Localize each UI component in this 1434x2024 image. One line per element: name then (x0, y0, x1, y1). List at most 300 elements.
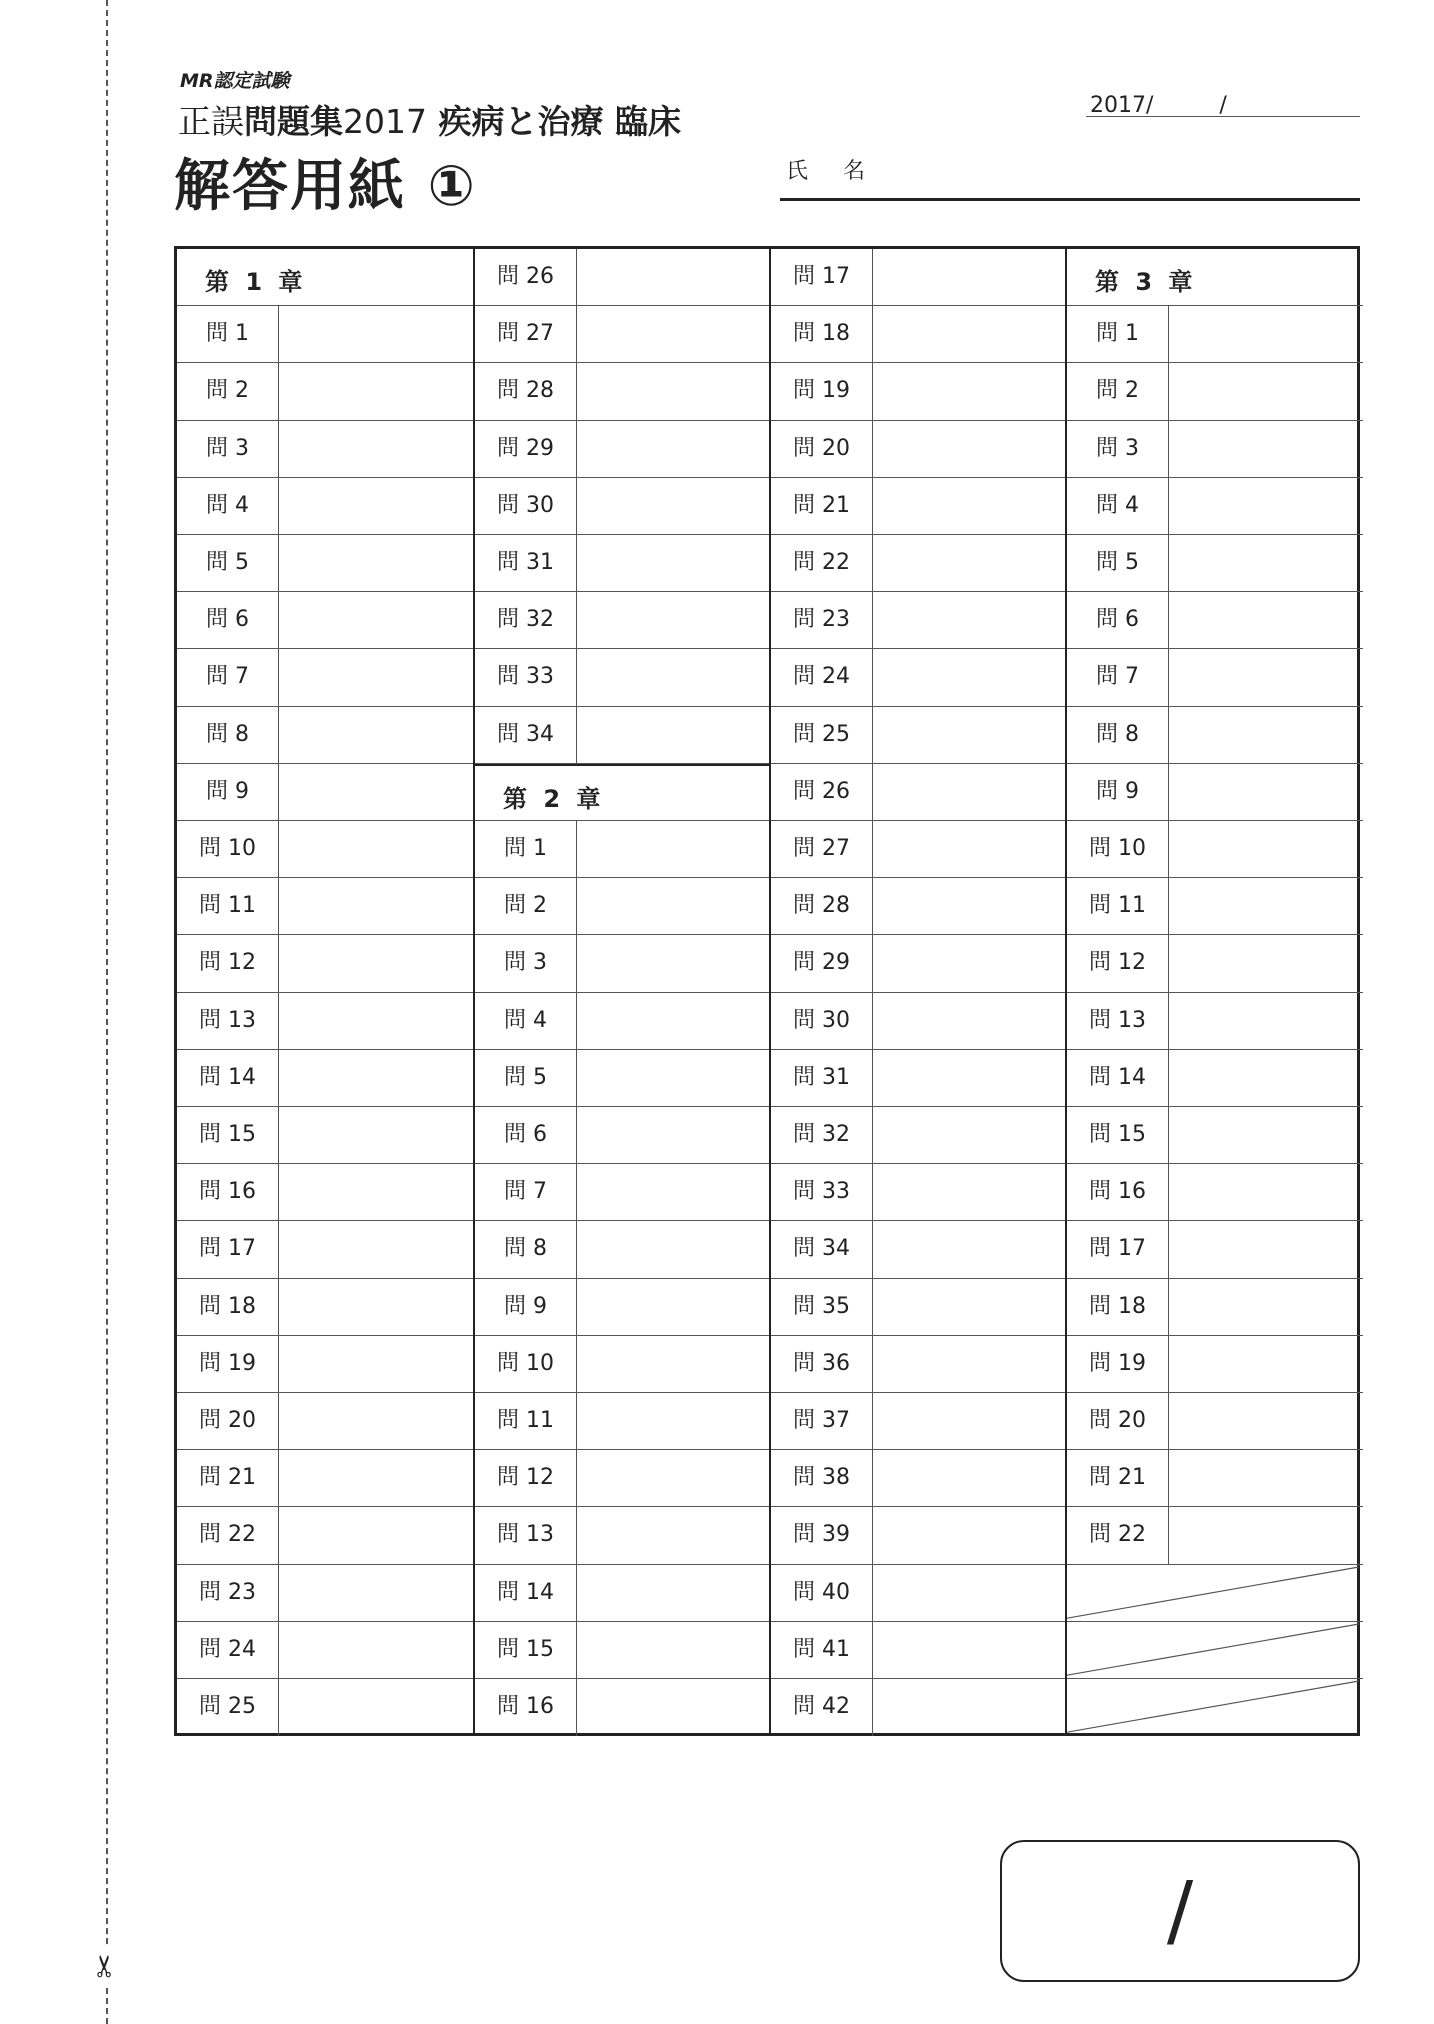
question-label: 問 6 (177, 592, 279, 648)
question-row (1067, 1050, 1363, 1107)
question-label: 問 37 (771, 1393, 873, 1449)
answer-box[interactable] (873, 878, 1067, 934)
answer-box[interactable] (1169, 1450, 1363, 1506)
question-row (1067, 592, 1363, 649)
question-label: 問 6 (475, 1107, 577, 1163)
question-label: 問 17 (177, 1221, 279, 1277)
question-row (475, 421, 771, 478)
answer-box[interactable] (1169, 993, 1363, 1049)
answer-box[interactable] (279, 1393, 473, 1449)
question-row (177, 421, 473, 478)
answer-box[interactable] (873, 1679, 1067, 1736)
question-label: 問 15 (1067, 1107, 1169, 1163)
scissors-icon: ✂ (88, 1948, 124, 1984)
answer-box[interactable] (577, 1507, 771, 1563)
strike-line (1067, 1622, 1359, 1679)
answer-box[interactable] (873, 1450, 1067, 1506)
answer-grid (174, 246, 1360, 1736)
question-row (177, 535, 473, 592)
crossed-out-cell (1067, 1622, 1363, 1679)
question-row (771, 1050, 1067, 1107)
answer-box[interactable] (1169, 306, 1363, 362)
title-year: 2017 (343, 102, 427, 141)
answer-box[interactable] (1169, 592, 1363, 648)
question-row (475, 1393, 771, 1450)
question-label: 問 28 (475, 363, 577, 419)
question-label: 問 21 (177, 1450, 279, 1506)
answer-box[interactable] (873, 1107, 1067, 1163)
answer-column-2 (473, 249, 771, 1733)
answer-box[interactable] (279, 306, 473, 362)
answer-box[interactable] (873, 421, 1067, 477)
question-label: 問 8 (177, 707, 279, 763)
answer-box[interactable] (873, 306, 1067, 362)
question-row (475, 707, 771, 764)
question-label: 問 27 (771, 821, 873, 877)
answer-box[interactable] (279, 821, 473, 877)
question-row (1067, 363, 1363, 420)
chapter-label: 第 3 章 (1095, 268, 1197, 296)
question-label: 問 17 (771, 249, 873, 305)
question-label: 問 10 (475, 1336, 577, 1392)
question-row (771, 935, 1067, 992)
answer-box[interactable] (577, 878, 771, 934)
question-label: 問 9 (177, 764, 279, 820)
chapter-label: 第 2 章 (503, 784, 605, 813)
question-label: 問 2 (177, 363, 279, 419)
question-row (1067, 935, 1363, 992)
question-row (475, 1221, 771, 1278)
answer-box[interactable] (279, 649, 473, 705)
answer-box[interactable] (873, 764, 1067, 820)
question-label: 問 8 (1067, 707, 1169, 763)
answer-box[interactable] (1169, 707, 1363, 763)
score-box[interactable] (1000, 1840, 1360, 1982)
question-label: 問 18 (1067, 1279, 1169, 1335)
question-label: 問 14 (177, 1050, 279, 1106)
question-label: 問 15 (177, 1107, 279, 1163)
answer-box[interactable] (279, 1050, 473, 1106)
answer-box[interactable] (279, 421, 473, 477)
answer-box[interactable] (279, 1164, 473, 1220)
question-row (475, 1164, 771, 1221)
answer-box[interactable] (1169, 363, 1363, 419)
answer-box[interactable] (577, 1450, 771, 1506)
answer-box[interactable] (279, 1336, 473, 1392)
strike-line (1067, 1565, 1359, 1622)
question-row (475, 592, 771, 649)
question-label: 問 24 (771, 649, 873, 705)
answer-box[interactable] (577, 1393, 771, 1449)
question-row (475, 478, 771, 535)
question-row (475, 1050, 771, 1107)
answer-box[interactable] (1169, 421, 1363, 477)
question-label: 問 1 (1067, 306, 1169, 362)
answer-box[interactable] (577, 821, 771, 877)
question-label: 問 16 (177, 1164, 279, 1220)
answer-box[interactable] (1169, 1050, 1363, 1106)
question-label: 問 15 (475, 1622, 577, 1678)
question-label: 問 40 (771, 1565, 873, 1621)
strike-line (1067, 1679, 1359, 1736)
answer-box[interactable] (873, 821, 1067, 877)
chapter-label: 第 1 章 (205, 268, 307, 296)
answer-box[interactable] (577, 1221, 771, 1277)
question-row (771, 649, 1067, 706)
date-field[interactable] (1086, 86, 1360, 117)
question-label: 問 34 (771, 1221, 873, 1277)
question-label: 問 4 (475, 993, 577, 1049)
answer-box[interactable] (279, 1279, 473, 1335)
question-label: 問 33 (771, 1164, 873, 1220)
question-label: 問 16 (475, 1679, 577, 1736)
question-label: 問 1 (475, 821, 577, 877)
date-value: 2017/ / (1090, 93, 1227, 118)
question-row (475, 1679, 771, 1736)
question-row (177, 478, 473, 535)
question-label: 問 29 (475, 421, 577, 477)
question-row (177, 1279, 473, 1336)
question-row (771, 1279, 1067, 1336)
question-row (177, 993, 473, 1050)
question-label: 問 13 (177, 993, 279, 1049)
answer-box[interactable] (1169, 1107, 1363, 1163)
question-row (177, 592, 473, 649)
question-row (771, 1507, 1067, 1564)
question-row (771, 1679, 1067, 1736)
question-label: 問 21 (771, 478, 873, 534)
answer-box[interactable] (577, 935, 771, 991)
crossed-out-cell (1067, 1565, 1363, 1622)
question-row (475, 1622, 771, 1679)
question-row (1067, 821, 1363, 878)
question-label: 問 20 (771, 421, 873, 477)
question-row (475, 993, 771, 1050)
question-row (1067, 1393, 1363, 1450)
answer-box[interactable] (873, 1565, 1067, 1621)
question-label: 問 12 (177, 935, 279, 991)
question-row (475, 535, 771, 592)
question-row (1067, 1450, 1363, 1507)
question-row (177, 1450, 473, 1507)
answer-box[interactable] (873, 993, 1067, 1049)
answer-box[interactable] (1169, 1279, 1363, 1335)
question-label: 問 26 (475, 249, 577, 305)
cut-line (106, 0, 108, 2024)
question-label: 問 30 (475, 478, 577, 534)
question-label: 問 16 (1067, 1164, 1169, 1220)
answer-box[interactable] (873, 1622, 1067, 1678)
question-label: 問 41 (771, 1622, 873, 1678)
question-label: 問 19 (1067, 1336, 1169, 1392)
question-row (475, 1279, 771, 1336)
question-row (771, 1622, 1067, 1679)
question-row (771, 249, 1067, 306)
question-row (177, 1565, 473, 1622)
answer-box[interactable] (577, 1336, 771, 1392)
question-label: 問 17 (1067, 1221, 1169, 1277)
question-row (475, 1107, 771, 1164)
answer-box[interactable] (1169, 1393, 1363, 1449)
answer-column-3 (769, 249, 1067, 1733)
question-label: 問 11 (177, 878, 279, 934)
crossed-out-cell (1067, 1679, 1363, 1736)
question-label: 問 42 (771, 1679, 873, 1736)
question-row (771, 1393, 1067, 1450)
name-field[interactable] (780, 150, 1360, 201)
question-label: 問 9 (1067, 764, 1169, 820)
answer-box[interactable] (279, 1565, 473, 1621)
question-label: 問 25 (177, 1679, 279, 1736)
answer-box[interactable] (279, 1221, 473, 1277)
question-label: 問 19 (177, 1336, 279, 1392)
question-label: 問 20 (1067, 1393, 1169, 1449)
answer-box[interactable] (577, 421, 771, 477)
answer-box[interactable] (577, 707, 771, 763)
answer-box[interactable] (577, 249, 771, 305)
question-row (475, 1336, 771, 1393)
answer-box[interactable] (279, 478, 473, 534)
question-label: 問 13 (475, 1507, 577, 1563)
page-title: 解答用紙 ① (174, 154, 477, 219)
title-book: 問題集 (244, 102, 343, 141)
question-row (771, 592, 1067, 649)
answer-box[interactable] (1169, 478, 1363, 534)
answer-box[interactable] (1169, 1221, 1363, 1277)
question-row (1067, 1107, 1363, 1164)
question-row (771, 363, 1067, 420)
question-label: 問 11 (475, 1393, 577, 1449)
question-row (1067, 878, 1363, 935)
question-row (1067, 306, 1363, 363)
answer-box[interactable] (577, 1565, 771, 1621)
answer-column-4 (1065, 249, 1363, 1733)
question-row (475, 1565, 771, 1622)
question-label: 問 14 (475, 1565, 577, 1621)
question-row (1067, 478, 1363, 535)
chapter-header (475, 764, 771, 821)
question-row (1067, 1221, 1363, 1278)
question-row (1067, 421, 1363, 478)
answer-box[interactable] (1169, 649, 1363, 705)
question-row (177, 1507, 473, 1564)
answer-box[interactable] (873, 1050, 1067, 1106)
question-label: 問 3 (1067, 421, 1169, 477)
answer-box[interactable] (577, 1679, 771, 1736)
question-row (1067, 993, 1363, 1050)
question-row (177, 649, 473, 706)
answer-box[interactable] (577, 592, 771, 648)
answer-box[interactable] (577, 306, 771, 362)
answer-box[interactable] (577, 1050, 771, 1106)
title-topic: 疾病と治療 臨床 (438, 102, 681, 141)
answer-box[interactable] (577, 1622, 771, 1678)
question-label: 問 3 (177, 421, 279, 477)
answer-box[interactable] (577, 363, 771, 419)
question-label: 問 5 (475, 1050, 577, 1106)
answer-box[interactable] (873, 478, 1067, 534)
question-label: 問 13 (1067, 993, 1169, 1049)
answer-box[interactable] (1169, 1164, 1363, 1220)
question-label: 問 6 (1067, 592, 1169, 648)
exam-subtitle: MR認定試験 (180, 70, 290, 92)
question-row (475, 249, 771, 306)
answer-box[interactable] (577, 1279, 771, 1335)
question-row (771, 1221, 1067, 1278)
answer-box[interactable] (873, 1164, 1067, 1220)
answer-box[interactable] (873, 935, 1067, 991)
question-row (177, 821, 473, 878)
question-row (475, 1507, 771, 1564)
question-label: 問 23 (177, 1565, 279, 1621)
chapter-header (177, 249, 473, 306)
answer-box[interactable] (1169, 1507, 1363, 1563)
question-label: 問 25 (771, 707, 873, 763)
question-label: 問 2 (1067, 363, 1169, 419)
answer-box[interactable] (873, 363, 1067, 419)
answer-box[interactable] (279, 993, 473, 1049)
question-label: 問 7 (475, 1164, 577, 1220)
question-row (771, 993, 1067, 1050)
question-row (771, 821, 1067, 878)
question-row (177, 935, 473, 992)
answer-box[interactable] (577, 993, 771, 1049)
question-row (771, 878, 1067, 935)
question-label: 問 19 (771, 363, 873, 419)
answer-box[interactable] (577, 535, 771, 591)
question-row (177, 1221, 473, 1278)
question-row (1067, 1279, 1363, 1336)
answer-box[interactable] (279, 1507, 473, 1563)
question-label: 問 20 (177, 1393, 279, 1449)
answer-box[interactable] (1169, 764, 1363, 820)
title-prefix: 正誤 (178, 102, 244, 141)
question-label: 問 28 (771, 878, 873, 934)
question-row (771, 707, 1067, 764)
question-row (177, 707, 473, 764)
question-label: 問 14 (1067, 1050, 1169, 1106)
question-label: 問 27 (475, 306, 577, 362)
question-row (177, 1164, 473, 1221)
answer-box[interactable] (873, 535, 1067, 591)
answer-box[interactable] (873, 1393, 1067, 1449)
question-label: 問 18 (177, 1279, 279, 1335)
question-row (1067, 707, 1363, 764)
question-label: 問 21 (1067, 1450, 1169, 1506)
answer-box[interactable] (873, 249, 1067, 305)
question-row (475, 649, 771, 706)
question-label: 問 38 (771, 1450, 873, 1506)
answer-box[interactable] (279, 535, 473, 591)
question-label: 問 3 (475, 935, 577, 991)
name-label: 氏 名 (786, 159, 879, 184)
question-label: 問 2 (475, 878, 577, 934)
question-row (771, 1107, 1067, 1164)
question-row (475, 306, 771, 363)
question-label: 問 10 (177, 821, 279, 877)
question-label: 問 24 (177, 1622, 279, 1678)
question-row (177, 363, 473, 420)
book-title (178, 96, 681, 143)
answer-box[interactable] (1169, 1336, 1363, 1392)
question-row (771, 1336, 1067, 1393)
question-label: 問 35 (771, 1279, 873, 1335)
question-label: 問 34 (475, 707, 577, 763)
answer-box[interactable] (873, 1221, 1067, 1277)
answer-box[interactable] (1169, 935, 1363, 991)
question-label: 問 12 (1067, 935, 1169, 991)
answer-box[interactable] (873, 707, 1067, 763)
answer-box[interactable] (873, 649, 1067, 705)
question-row (1067, 1164, 1363, 1221)
question-label: 問 32 (475, 592, 577, 648)
answer-box[interactable] (873, 1336, 1067, 1392)
answer-column-1 (177, 249, 473, 1733)
answer-box[interactable] (873, 1507, 1067, 1563)
answer-box[interactable] (873, 1279, 1067, 1335)
answer-box[interactable] (279, 1679, 473, 1736)
answer-box[interactable] (279, 707, 473, 763)
answer-box[interactable] (279, 363, 473, 419)
answer-box[interactable] (577, 1107, 771, 1163)
answer-box[interactable] (1169, 535, 1363, 591)
question-label: 問 31 (771, 1050, 873, 1106)
question-row (771, 535, 1067, 592)
question-row (771, 1164, 1067, 1221)
question-row (771, 764, 1067, 821)
answer-box[interactable] (873, 592, 1067, 648)
answer-box[interactable] (279, 878, 473, 934)
question-label: 問 22 (1067, 1507, 1169, 1563)
question-row (771, 306, 1067, 363)
question-label: 問 36 (771, 1336, 873, 1392)
chapter-header (1067, 249, 1363, 306)
question-row (177, 1050, 473, 1107)
question-label: 問 30 (771, 993, 873, 1049)
answer-box[interactable] (279, 935, 473, 991)
question-label: 問 11 (1067, 878, 1169, 934)
question-row (1067, 1507, 1363, 1564)
question-row (475, 363, 771, 420)
answer-box[interactable] (279, 1450, 473, 1506)
question-row (177, 1679, 473, 1736)
answer-box[interactable] (279, 764, 473, 820)
question-label: 問 26 (771, 764, 873, 820)
answer-box[interactable] (279, 1622, 473, 1678)
question-row (1067, 535, 1363, 592)
answer-box[interactable] (577, 649, 771, 705)
question-label: 問 12 (475, 1450, 577, 1506)
question-label: 問 29 (771, 935, 873, 991)
question-label: 問 23 (771, 592, 873, 648)
answer-box[interactable] (1169, 878, 1363, 934)
question-row (177, 1336, 473, 1393)
question-row (771, 478, 1067, 535)
answer-box[interactable] (1169, 821, 1363, 877)
answer-box[interactable] (577, 1164, 771, 1220)
question-label: 問 4 (1067, 478, 1169, 534)
question-row (177, 1393, 473, 1450)
question-label: 問 18 (771, 306, 873, 362)
answer-box[interactable] (577, 478, 771, 534)
question-row (177, 306, 473, 363)
question-label: 問 31 (475, 535, 577, 591)
answer-box[interactable] (279, 592, 473, 648)
answer-box[interactable] (279, 1107, 473, 1163)
question-label: 問 10 (1067, 821, 1169, 877)
question-row (771, 1565, 1067, 1622)
question-row (475, 935, 771, 992)
